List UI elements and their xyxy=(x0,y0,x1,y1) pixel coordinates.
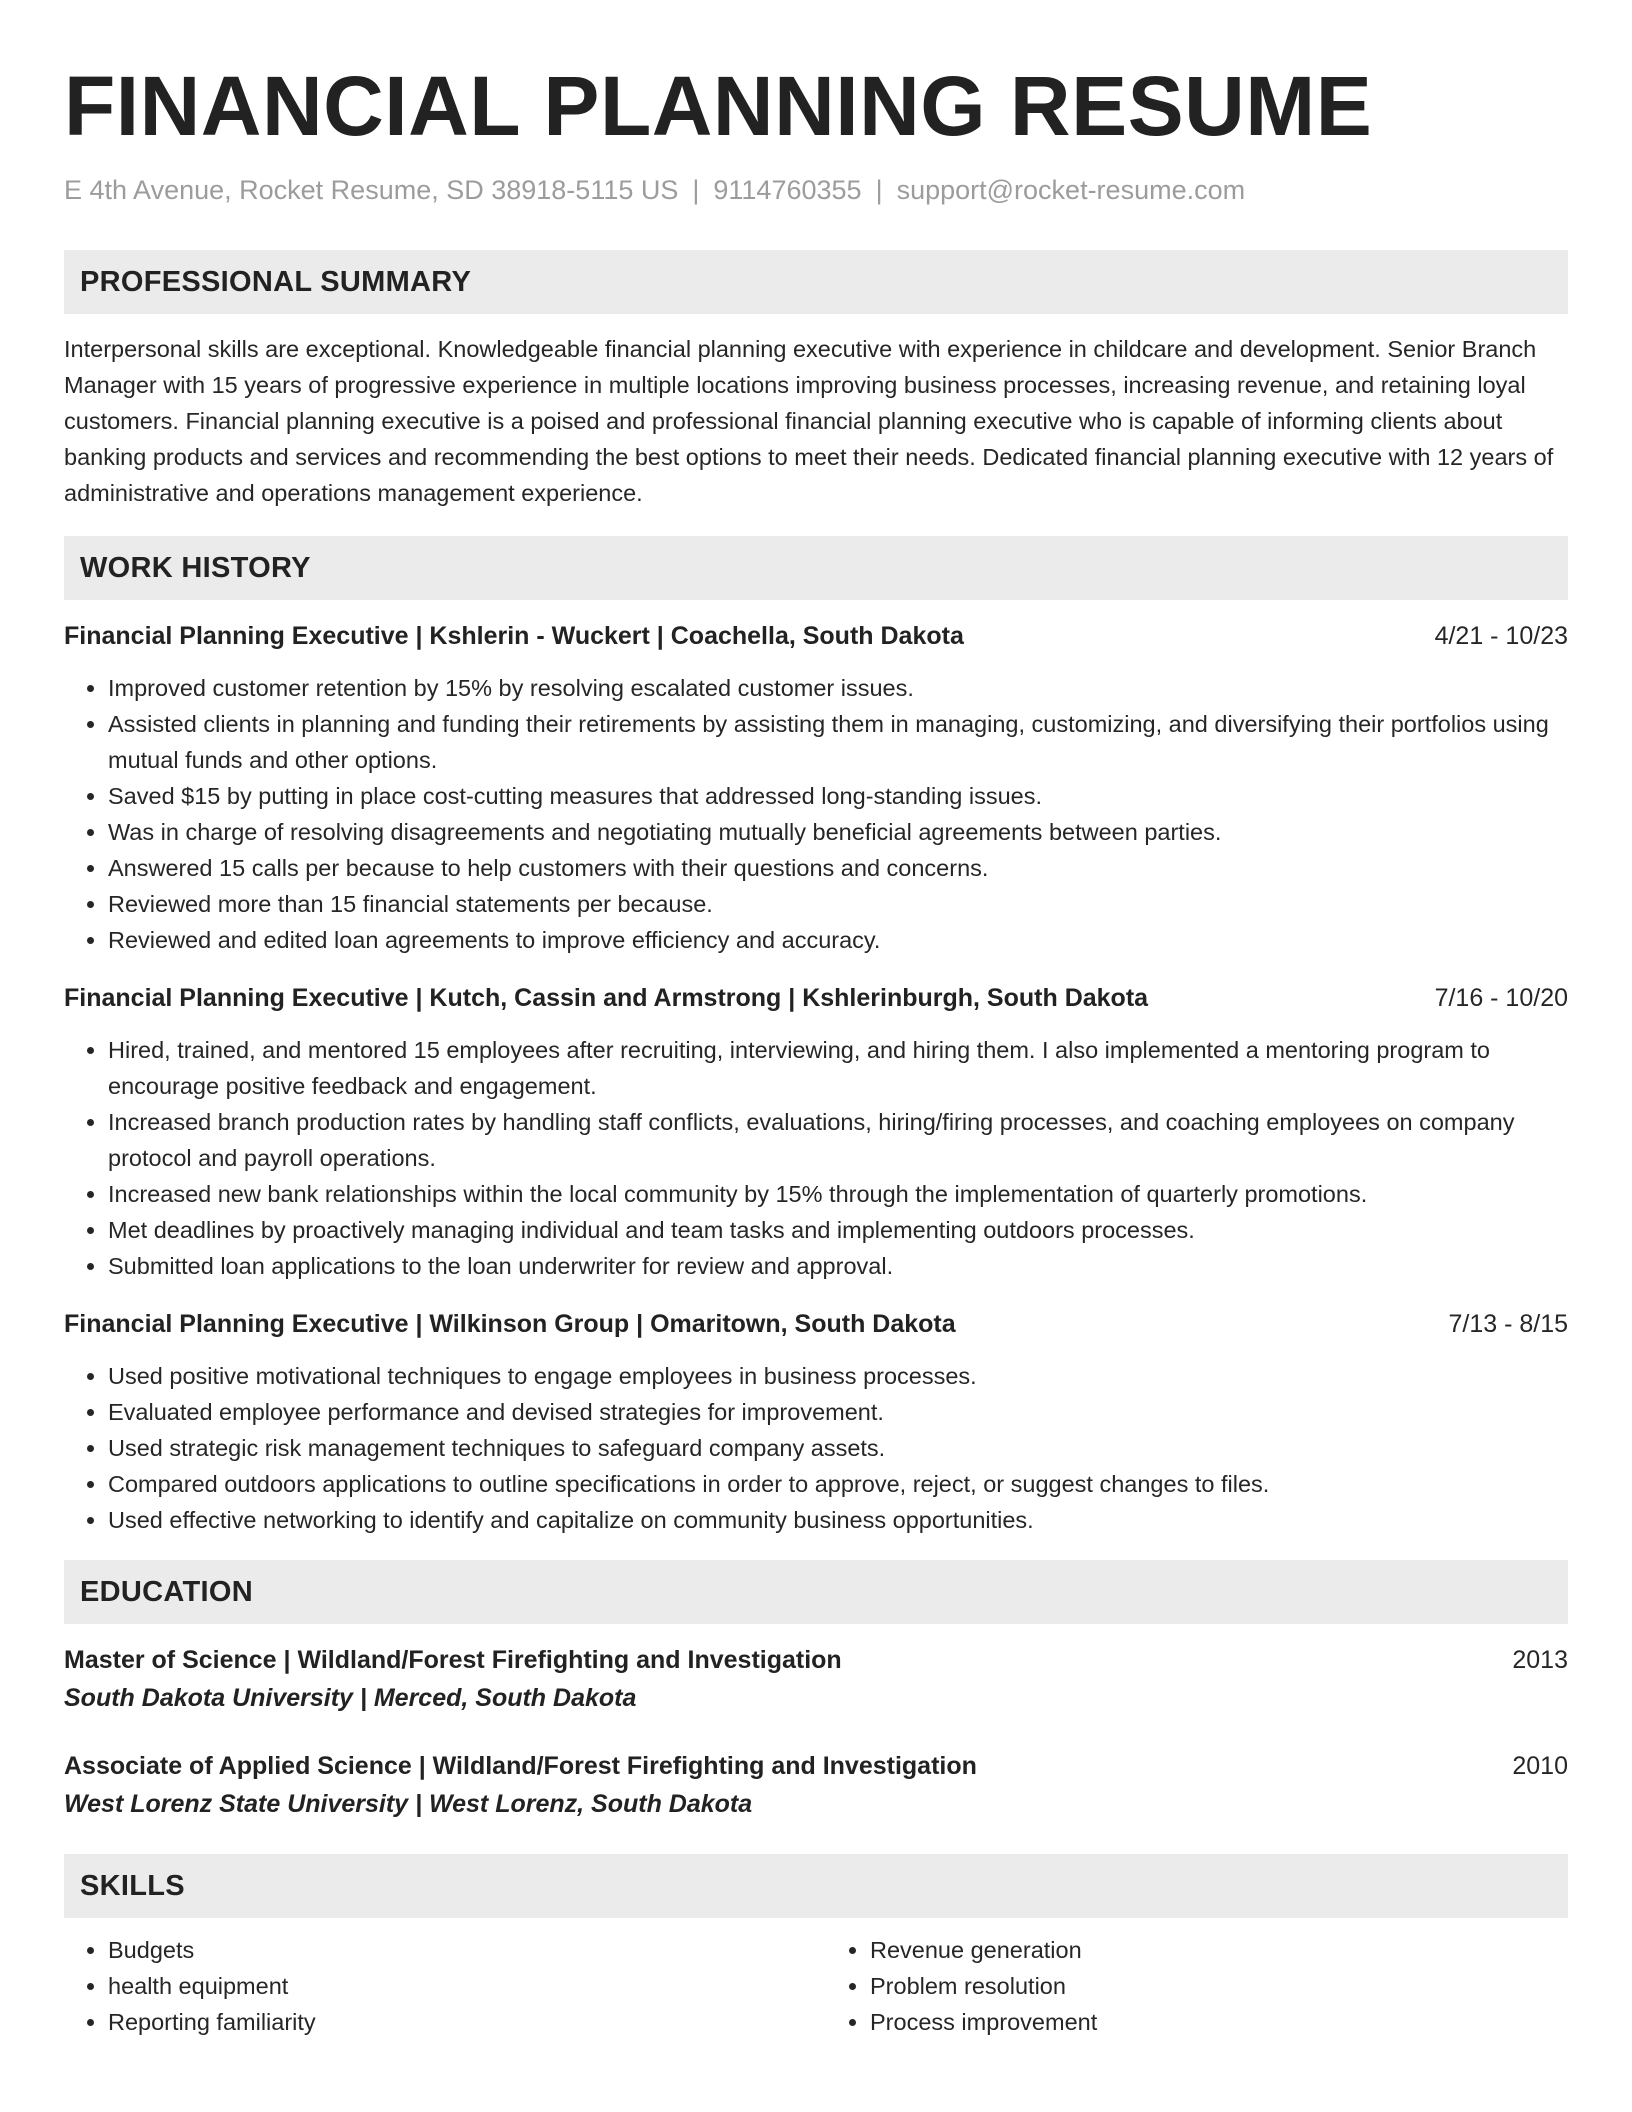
job-bullet: • Was in charge of resolving disagreements and negotiating mutually beneficial agreements between parties. xyxy=(108,814,1568,850)
education-header xyxy=(64,1748,1568,1784)
skill-item: • health equipment xyxy=(108,1968,806,2004)
job-bullet: • Assisted clients in planning and funding their retirements by assisting them in managing, customizing, and diversifying their portfolios using mutual funds and other options. xyxy=(108,706,1568,778)
job-bullet: • Saved $15 by putting in place cost-cutting measures that addressed long-standing issues. xyxy=(108,778,1568,814)
job-header xyxy=(64,1306,1568,1342)
contact-address: E 4th Avenue, Rocket Resume, SD 38918-5115 US xyxy=(64,175,679,205)
section-heading-work-history: WORK HISTORY xyxy=(64,536,1568,600)
job-bullet: • Compared outdoors applications to outline specifications in order to approve, reject, or suggest changes to files. xyxy=(108,1466,1568,1502)
summary-text: Interpersonal skills are exceptional. Knowledgeable financial planning executive with experience in childcare and development. Senior Branch Manager with 15 years of progressive experience in multiple locations improving business processes, increasing revenue, and retaining loyal customers. Financial planning executive is a poised and professional financial planning executive who is capable of informing clients about banking products and services and recommending the best options to meet their needs. Dedicated financial planning executive with 12 years of administrative and operations management experience. xyxy=(64,336,1554,506)
job-header xyxy=(64,618,1568,654)
contact-phone: 9114760355 xyxy=(713,175,862,205)
section-heading-skills: SKILLS xyxy=(64,1854,1568,1918)
job-bullet: • Met deadlines by proactively managing individual and team tasks and implementing outdoors processes. xyxy=(108,1212,1568,1248)
job-dates: 7/16 - 10/20 xyxy=(1434,984,1568,1012)
skill-item: • Revenue generation xyxy=(870,1932,1568,1968)
job-entry xyxy=(64,1306,1568,1538)
job-entry xyxy=(64,980,1568,1284)
skill-item: • Process improvement xyxy=(870,2004,1568,2040)
job-bullet: • Used positive motivational techniques to engage employees in business processes. xyxy=(108,1358,1568,1394)
job-bullet: • Submitted loan applications to the loan underwriter for review and approval. xyxy=(108,1248,1568,1284)
job-bullet: • Used effective networking to identify and capitalize on community business opportunities. xyxy=(108,1502,1568,1538)
job-bullet-list xyxy=(64,670,1568,958)
contact-email: support@rocket-resume.com xyxy=(896,175,1246,205)
skill-item: • Budgets xyxy=(108,1932,806,1968)
job-title: Financial Planning Executive | Wilkinson Group | Omaritown, South Dakota xyxy=(64,1310,956,1338)
job-bullet: • Used strategic risk management techniques to safeguard company assets. xyxy=(108,1430,1568,1466)
education-degree: Master of Science | Wildland/Forest Firefighting and Investigation xyxy=(64,1646,842,1674)
skill-item: • Problem resolution xyxy=(870,1968,1568,2004)
skill-item: • Reporting familiarity xyxy=(108,2004,806,2040)
education-year: 2013 xyxy=(1512,1646,1568,1674)
resume-title: FINANCIAL PLANNING RESUME xyxy=(64,59,1373,153)
job-title: Financial Planning Executive | Kshlerin - Wuckert | Coachella, South Dakota xyxy=(64,622,964,650)
job-header xyxy=(64,980,1568,1016)
education-entry xyxy=(64,1748,1568,1824)
job-dates: 7/13 - 8/15 xyxy=(1448,1310,1568,1338)
job-bullet: • Reviewed more than 15 financial statements per because. xyxy=(108,886,1568,922)
skills-list-left xyxy=(64,1932,806,2040)
job-bullet: • Hired, trained, and mentored 15 employees after recruiting, interviewing, and hiring them. I also implemented a mentoring program to encourage positive feedback and engagement. xyxy=(108,1032,1568,1104)
contact-line xyxy=(64,174,1568,206)
contact-separator: | xyxy=(875,175,883,205)
education-entry xyxy=(64,1642,1568,1718)
job-entry xyxy=(64,618,1568,958)
section-heading-summary: PROFESSIONAL SUMMARY xyxy=(64,250,1568,314)
job-bullet-list xyxy=(64,1032,1568,1284)
job-bullet: • Answered 15 calls per because to help customers with their questions and concerns. xyxy=(108,850,1568,886)
education-year: 2010 xyxy=(1512,1752,1568,1780)
job-dates: 4/21 - 10/23 xyxy=(1434,622,1568,650)
section-heading-education: EDUCATION xyxy=(64,1560,1568,1624)
education-school: West Lorenz State University | West Lorenz, South Dakota xyxy=(64,1790,753,1818)
education-school: South Dakota University | Merced, South Dakota xyxy=(64,1684,637,1712)
job-bullet: • Improved customer retention by 15% by resolving escalated customer issues. xyxy=(108,670,1568,706)
skills-list-right xyxy=(826,1932,1568,2040)
job-bullet-list xyxy=(64,1358,1568,1538)
resume-page xyxy=(64,58,1568,2040)
education-degree: Associate of Applied Science | Wildland/Forest Firefighting and Investigation xyxy=(64,1752,977,1780)
job-bullet: • Increased branch production rates by handling staff conflicts, evaluations, hiring/firing processes, and coaching employees on company protocol and payroll operations. xyxy=(108,1104,1568,1176)
skills-grid xyxy=(64,1918,1568,2040)
contact-separator: | xyxy=(692,175,700,205)
job-bullet: • Reviewed and edited loan agreements to improve efficiency and accuracy. xyxy=(108,922,1568,958)
job-bullet: • Evaluated employee performance and devised strategies for improvement. xyxy=(108,1394,1568,1430)
job-bullet: • Increased new bank relationships within the local community by 15% through the implementation of quarterly promotions. xyxy=(108,1176,1568,1212)
job-title: Financial Planning Executive | Kutch, Cassin and Armstrong | Kshlerinburgh, South Dakota xyxy=(64,984,1149,1012)
education-header xyxy=(64,1642,1568,1678)
